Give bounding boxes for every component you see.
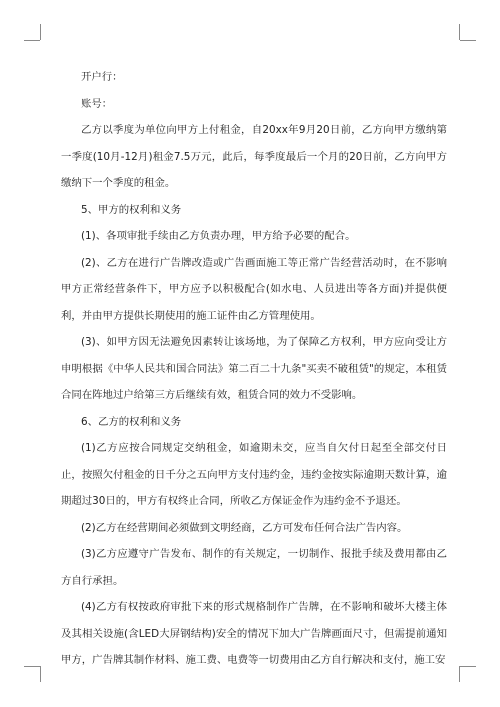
section-heading-party-b: 6、乙方的权利和义务 xyxy=(81,415,182,428)
party-b-clause-2: (2)乙方在经营期间必须做到文明经商，乙方可发布任何合法广告内容。 xyxy=(81,521,408,534)
party-b-clause-1: (1)乙方应按合同规定交纳租金，如逾期未交，应当自欠付日起至全部交付日止，按照欠付租金的日千分之五向甲方支付违约金，违约金按实际逾期天数计算，逾期超过30日的，甲方有权终止合同，所收乙方保证金作为违约金不予退还。 xyxy=(61,442,447,507)
crop-mark-bottom-left-h xyxy=(24,666,40,667)
crop-mark-bottom-right-v xyxy=(459,666,460,682)
party-a-clause-1: (1)、各项审批手续由乙方负责办理，甲方给予必要的配合。 xyxy=(81,230,356,242)
account-label: 账号： xyxy=(81,97,113,110)
crop-mark-bottom-right-h xyxy=(460,666,476,667)
crop-mark-bottom-left-v xyxy=(40,666,41,682)
crop-mark-top-right-h xyxy=(460,40,476,41)
crop-mark-top-left-h xyxy=(24,40,40,41)
party-b-clause-3: (3)乙方应遵守广告发布、制作的有关规定，一切制作、报批手续及费用都由乙方自行承担。 xyxy=(61,548,447,587)
section-heading-party-a: 5、甲方的权利和义务 xyxy=(81,203,182,216)
party-a-clause-2: (2)、乙方在进行广告牌改造或广告画面施工等正常广告经营活动时，在不影响甲方正常经营条件下，甲方应予以积极配合(如水电、人员进出等各方面)并提供便利，并由甲方提供长期使用的施工证件由乙方管理使用。 xyxy=(61,256,447,322)
party-b-clause-4: (4)乙方有权按政府审批下来的形式规格制作广告牌，在不影响和破坏大楼主体及其相关设施(含LED大屏钢结构)安全的情况下加大广告牌画面尺寸，但需提前通知甲方，广告牌其制作材料、施工费、电费等一切费用由乙方自行解决和支付，施工安 xyxy=(61,601,447,666)
payment-terms-paragraph: 乙方以季度为单位向甲方上付租金，自20xx年9月20日前，乙方向甲方缴纳第一季度(10月-12月)租金7.5万元，此后，每季度最后一个月的20日前，乙方向甲方缴纳下一个季度的租金。 xyxy=(61,124,447,189)
crop-mark-top-left-v xyxy=(40,24,41,40)
crop-mark-top-right-v xyxy=(459,24,460,40)
document-body xyxy=(61,64,447,674)
bank-label: 开户行： xyxy=(81,71,123,83)
party-a-clause-3: (3)、如甲方因无法避免因素转让该场地，为了保障乙方权利，甲方应向受让方申明根据《中华人民共和国合同法》第二百二十九条"买卖不破租赁"的规定，本租赁合同在阵地过户给第三方后继续有效，租赁合同的效力不受影响。 xyxy=(61,336,447,401)
